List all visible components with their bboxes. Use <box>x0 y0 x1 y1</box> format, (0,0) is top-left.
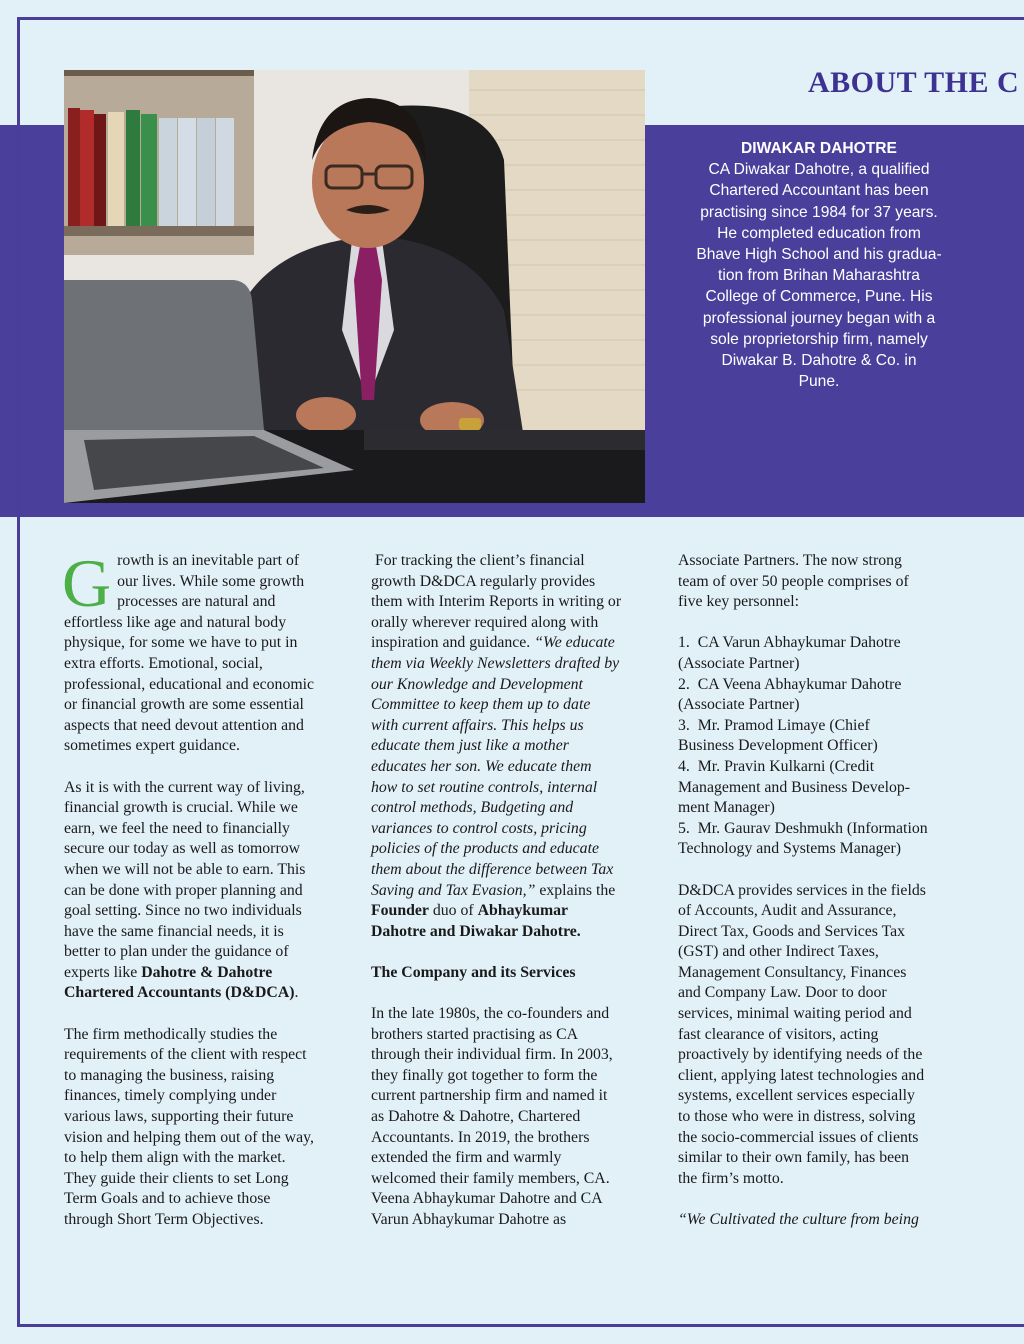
bio-line: Bhave High School and his gradua- <box>696 246 942 264</box>
text-line: they finally got together to form the <box>371 1066 598 1084</box>
text-line: In the late 1980s, the co-founders and <box>371 1005 610 1023</box>
text-line: financial growth is crucial. While we <box>64 799 298 817</box>
text-line: extra efforts. Emotional, social, <box>64 654 263 672</box>
firm-name-bold: Dahotre & Dahotre <box>141 963 273 981</box>
quote-run: Saving and Tax Evasion,” <box>371 881 536 899</box>
text-line: Term Goals and to achieve those <box>64 1190 271 1208</box>
bio-line: Diwakar B. Dahotre & Co. in <box>721 352 917 370</box>
text-line: various laws, supporting their future <box>64 1108 294 1126</box>
article-column-1 <box>62 545 354 1231</box>
text-line: of Accounts, Audit and Assurance, <box>678 902 897 920</box>
text-run: . <box>294 984 299 1002</box>
text-line: vision and helping them out of the way, <box>64 1128 314 1146</box>
text-line: through Short Term Objectives. <box>64 1211 264 1228</box>
text-line: finances, timely complying under <box>64 1087 277 1105</box>
text-line: systems, excellent services especially <box>678 1087 915 1105</box>
quote-line: variances to control costs, pricing <box>371 819 587 837</box>
quote-line: Committee to keep them up to date <box>371 696 591 714</box>
bio-line: Chartered Accountant has been <box>709 182 929 200</box>
text-line <box>64 983 354 1004</box>
personnel-line: (Associate Partner) <box>678 654 800 672</box>
text-line: through their individual firm. In 2003, <box>371 1046 613 1064</box>
text-line: rowth is an inevitable part of <box>117 552 300 569</box>
drop-cap: G <box>62 545 112 621</box>
quote-line: with current affairs. This helps us <box>371 716 584 734</box>
text-line: fast clearance of visitors, acting <box>678 1025 879 1043</box>
page-title: ABOUT THE C <box>808 66 1020 99</box>
text-line: have the same financial needs, it is <box>64 922 284 940</box>
text-line: the socio-commercial issues of clients <box>678 1128 919 1146</box>
bio-line: CA Diwakar Dahotre, a qualified <box>708 161 930 179</box>
quote-line: control methods, Budgeting and <box>371 799 574 817</box>
text-line: aspects that need devout attention and <box>64 716 304 734</box>
text-line: team of over 50 people comprises of <box>678 572 909 590</box>
personnel-line: ment Manager) <box>678 799 775 817</box>
text-line <box>64 963 354 984</box>
text-line: Associate Partners. The now strong <box>678 552 902 569</box>
text-line <box>371 901 661 922</box>
quote-line: how to set routine controls, internal <box>371 778 598 796</box>
quote-line: them about the difference between Tax <box>371 860 614 878</box>
personnel-line: 2. CA Veena Abhaykumar Dahotre <box>678 675 902 693</box>
text-line: The firm methodically studies the <box>64 1025 278 1043</box>
quote-line: educate them just like a mother <box>371 737 569 755</box>
text-line: when we will not be able to earn. This <box>64 860 306 878</box>
text-line: to managing the business, raising <box>64 1066 275 1084</box>
text-run: explains the <box>535 881 616 899</box>
text-line: or financial growth are some essential <box>64 696 304 714</box>
section-heading: The Company and its Services <box>371 963 576 981</box>
founder-names-bold: Abhaykumar <box>477 902 569 920</box>
personnel-line: 5. Mr. Gaurav Deshmukh (Information <box>678 819 928 837</box>
bio-box <box>681 138 957 392</box>
bio-line: tion from Brihan Maharashtra <box>718 267 920 285</box>
text-line: effortless like age and natural body <box>64 613 287 631</box>
text-line: can be done with proper planning and <box>64 881 303 899</box>
text-line: and Company Law. Door to door <box>678 984 887 1002</box>
text-line: (GST) and other Indirect Taxes, <box>678 943 879 961</box>
personnel-line: Management and Business Develop- <box>678 778 911 796</box>
text-line: D&DCA provides services in the fields <box>678 881 926 899</box>
bio-line: practising since 1984 for 37 years. <box>700 203 938 221</box>
portrait-photo <box>64 70 645 503</box>
text-line: Accountants. In 2019, the brothers <box>371 1128 590 1146</box>
personnel-line: (Associate Partner) <box>678 696 800 714</box>
text-line: our lives. While some growth <box>117 572 305 590</box>
text-line: Veena Abhaykumar Dahotre and CA <box>371 1190 603 1208</box>
firm-name-bold: Chartered Accountants (D&DCA) <box>64 984 295 1002</box>
personnel-line: Technology and Systems Manager) <box>678 840 902 858</box>
text-line: brothers started practising as CA <box>371 1025 579 1043</box>
bio-line: professional journey began with a <box>702 309 936 327</box>
quote-line: educates her son. We educate them <box>371 757 592 775</box>
text-line: For tracking the client’s financial <box>371 552 585 569</box>
text-line: Management Consultancy, Finances <box>678 963 907 981</box>
text-line: current partnership firm and named it <box>371 1087 608 1105</box>
article-column-3 <box>678 551 968 1231</box>
text-line: growth D&DCA regularly provides <box>371 572 596 590</box>
text-line: as Dahotre & Dahotre, Chartered <box>371 1108 581 1126</box>
text-line: secure our today as well as tomorrow <box>64 840 301 858</box>
bio-line: He completed education from <box>717 224 921 242</box>
text-run: duo of <box>428 902 478 920</box>
text-line: earn, we feel the need to financially <box>64 819 290 837</box>
quote-line: “We Cultivated the culture from being <box>678 1211 919 1228</box>
personnel-line: 1. CA Varun Abhaykumar Dahotre <box>678 634 901 652</box>
portrait-illustration <box>64 70 645 503</box>
text-line: orally wherever required along with <box>371 613 599 631</box>
text-run: experts like <box>64 963 142 981</box>
text-line: five key personnel: <box>678 593 800 611</box>
text-line: client, applying latest technologies and <box>678 1066 925 1084</box>
text-line: requirements of the client with respect <box>64 1046 307 1064</box>
text-line: welcomed their family members, CA. <box>371 1169 610 1187</box>
text-line: extended the firm and warmly <box>371 1149 562 1167</box>
text-line: them with Interim Reports in writing or <box>371 593 622 611</box>
text-line: Varun Abhaykumar Dahotre as <box>371 1211 567 1228</box>
text-line: the firm’s motto. <box>678 1169 784 1187</box>
text-line: to those who were in distress, solving <box>678 1108 916 1126</box>
text-line <box>371 881 661 902</box>
text-line: They guide their clients to set Long <box>64 1169 289 1187</box>
bio-line: sole proprietorship firm, namely <box>710 330 928 348</box>
text-line: physique, for some we have to put in <box>64 634 298 652</box>
text-line: processes are natural and <box>117 593 276 611</box>
quote-line: policies of the products and educate <box>371 840 599 858</box>
text-line: proactively by identifying needs of the <box>678 1046 923 1064</box>
personnel-line: 4. Mr. Pravin Kulkarni (Credit <box>678 757 875 775</box>
quote-line: them via Weekly Newsletters drafted by <box>371 654 620 672</box>
quote-run: “We educate <box>534 634 615 652</box>
quote-line: our Knowledge and Development <box>371 675 583 693</box>
text-line <box>371 633 661 654</box>
text-line: professional, educational and economic <box>64 675 315 693</box>
text-line: better to plan under the guidance of <box>64 943 289 961</box>
text-line: Direct Tax, Goods and Services Tax <box>678 922 906 940</box>
founder-bold: Founder <box>371 902 429 920</box>
text-line: goal setting. Since no two individuals <box>64 902 302 920</box>
text-line: to help them align with the market. <box>64 1149 286 1167</box>
bio-line: College of Commerce, Pune. His <box>705 288 933 306</box>
text-run: inspiration and guidance. <box>371 634 535 652</box>
text-line: services, minimal waiting period and <box>678 1005 912 1023</box>
bio-line: Pune. <box>798 373 840 391</box>
founder-names-bold: Dahotre and Diwakar Dahotre. <box>371 922 581 940</box>
personnel-line: Business Development Officer) <box>678 737 878 755</box>
text-line: sometimes expert guidance. <box>64 737 240 755</box>
bio-name: DIWAKAR DAHOTRE <box>741 140 897 157</box>
personnel-line: 3. Mr. Pramod Limaye (Chief <box>678 716 870 734</box>
text-line: As it is with the current way of living, <box>64 778 305 796</box>
text-line: similar to their own family, has been <box>678 1149 910 1167</box>
article-column-2 <box>371 551 661 1231</box>
